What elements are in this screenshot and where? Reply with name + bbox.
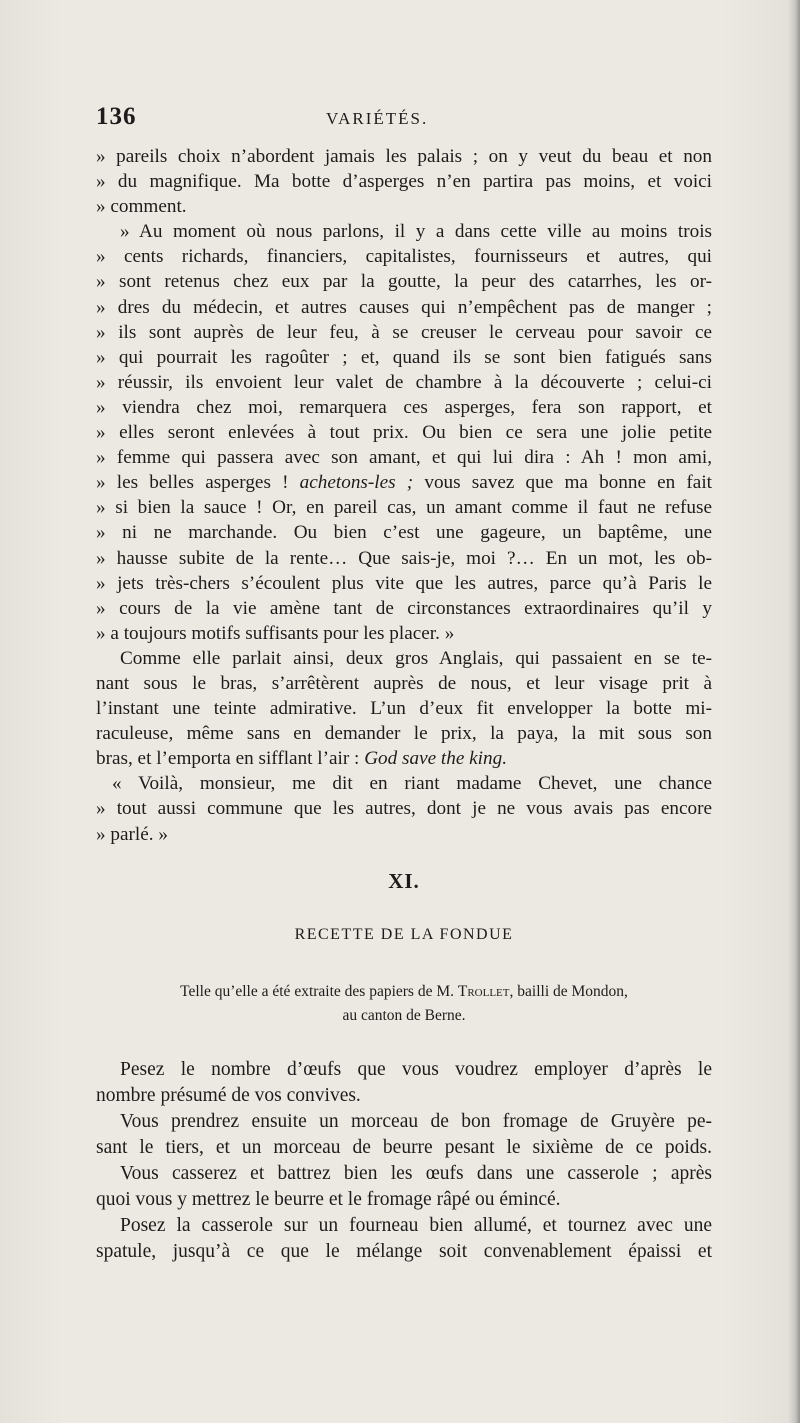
text-line: » elles seront enlevées à tout prix. Ou bien ce sera une jolie petite <box>96 422 712 444</box>
text-line: » hausse subite de la rente… Que sais-je, moi ?… En un mot, les ob- <box>96 547 712 569</box>
text-line: Posez la casserole sur un fourneau bien allumé, et tournez avec une <box>120 1215 712 1236</box>
text-line: » pareils choix n’abordent jamais les palais ; on y veut du beau et non <box>96 146 712 167</box>
text-line: » viendra chez moi, remarquera ces asperges, fera son rapport, et <box>96 396 712 418</box>
text-line: » dres du médecin, et autres causes qui n’empêchent pas de manger ; <box>96 296 712 318</box>
recipe-text <box>96 1057 712 1265</box>
text-line: quoi vous y mettrez le beurre et le fromage râpé ou émincé. <box>96 1189 561 1210</box>
italic-phrase: achetons-les ; <box>299 472 414 494</box>
text-line: » a toujours motifs suffisants pour les placer. » <box>96 622 455 644</box>
page-header <box>96 103 712 139</box>
text-line: » ils sont auprès de leur feu, à se creuser le cerveau pour savoir ce <box>96 321 712 343</box>
text-line: » ni ne marchande. Ou bien c’est une gageure, un baptême, une <box>96 522 712 544</box>
section-title: RECETTE DE LA FONDUE <box>294 926 514 943</box>
page-number: 136 <box>96 103 137 130</box>
text-line: spatule, jusqu’à ce que le mélange soit convenablement épaissi et <box>96 1241 712 1262</box>
text-fragment: bras, et l’emporta en sifflant l’air : <box>96 748 360 770</box>
italic-phrase: God save the king. <box>364 748 507 770</box>
text-line-mixed <box>96 746 712 771</box>
text-line: Pesez le nombre d’œufs que vous voudrez employer d’après le <box>120 1059 712 1080</box>
running-title: VARIÉTÉS. <box>326 109 429 128</box>
text-line: Vous casserez et battrez bien les œufs dans une casserole ; après <box>120 1163 712 1184</box>
source-note-prefix: Telle qu’elle a été extraite des papiers de M. <box>180 983 454 1000</box>
text-line: nant sous le bras, s’arrêtèrent auprès de nous, et leur visage prit à <box>96 672 712 694</box>
text-line: » qui pourrait les ragoûter ; et, quand ils se sont bien fatigués sans <box>96 346 712 368</box>
source-note <box>96 980 712 1028</box>
text-line: Comme elle parlait ainsi, deux gros Anglais, qui passaient en se te- <box>120 647 712 669</box>
text-line: » du magnifique. Ma botte d’asperges n’en partira pas moins, et voici <box>96 171 712 193</box>
text-fragment: » les belles asperges ! <box>96 472 289 494</box>
text-line: » femme qui passera avec son amant, et qui lui dira : Ah ! mon ami, <box>96 447 712 469</box>
text-line: l’instant une teinte admirative. L’un d’eux fit envelopper la botte mi- <box>96 698 712 720</box>
body-text <box>96 144 712 847</box>
page-edge-shadow <box>788 0 800 1423</box>
text-line: » Au moment où nous parlons, il y a dans cette ville au moins trois <box>120 221 712 243</box>
text-line: » jets très-chers s’écoulent plus vite que les autres, parce qu’à Paris le <box>96 572 712 594</box>
source-note-name: Trollet <box>457 983 510 1000</box>
text-line: » cents richards, financiers, capitalistes, fournisseurs et autres, qui <box>96 246 712 268</box>
section-number: XI. <box>388 869 420 893</box>
text-line: » tout aussi commune que les autres, dont je ne vous avais pas encore <box>96 798 712 820</box>
text-line: » parlé. » <box>96 823 168 845</box>
text-line: « Voilà, monsieur, me dit en riant madame Chevet, une chance <box>112 773 712 795</box>
source-note-line: au canton de Berne. <box>342 1007 466 1024</box>
text-line: nombre présumé de vos convives. <box>96 1085 361 1106</box>
text-line: » cours de la vie amène tant de circonstances extraordinaires qu’il y <box>96 597 712 619</box>
text-line: raculeuse, même sans en demander le prix, la paya, la mit sous son <box>96 723 712 745</box>
text-line: » si bien la sauce ! Or, en pareil cas, un amant comme il faut ne refuse <box>96 497 712 519</box>
text-line-mixed <box>96 470 712 495</box>
text-line: Vous prendrez ensuite un morceau de bon fromage de Gruyère pe- <box>120 1111 712 1132</box>
text-fragment: vous savez que ma bonne en fait <box>424 472 712 494</box>
text-line: » réussir, ils envoient leur valet de chambre à la découverte ; celui-ci <box>96 371 712 393</box>
source-note-line <box>96 980 712 1004</box>
text-line: » comment. <box>96 196 187 218</box>
text-line: sant le tiers, et un morceau de beurre pesant le sixième de ce poids. <box>96 1137 712 1158</box>
source-note-suffix: , bailli de Mondon, <box>509 983 628 1000</box>
text-line: » sont retenus chez eux par la goutte, la peur des catarrhes, les or- <box>96 271 712 293</box>
